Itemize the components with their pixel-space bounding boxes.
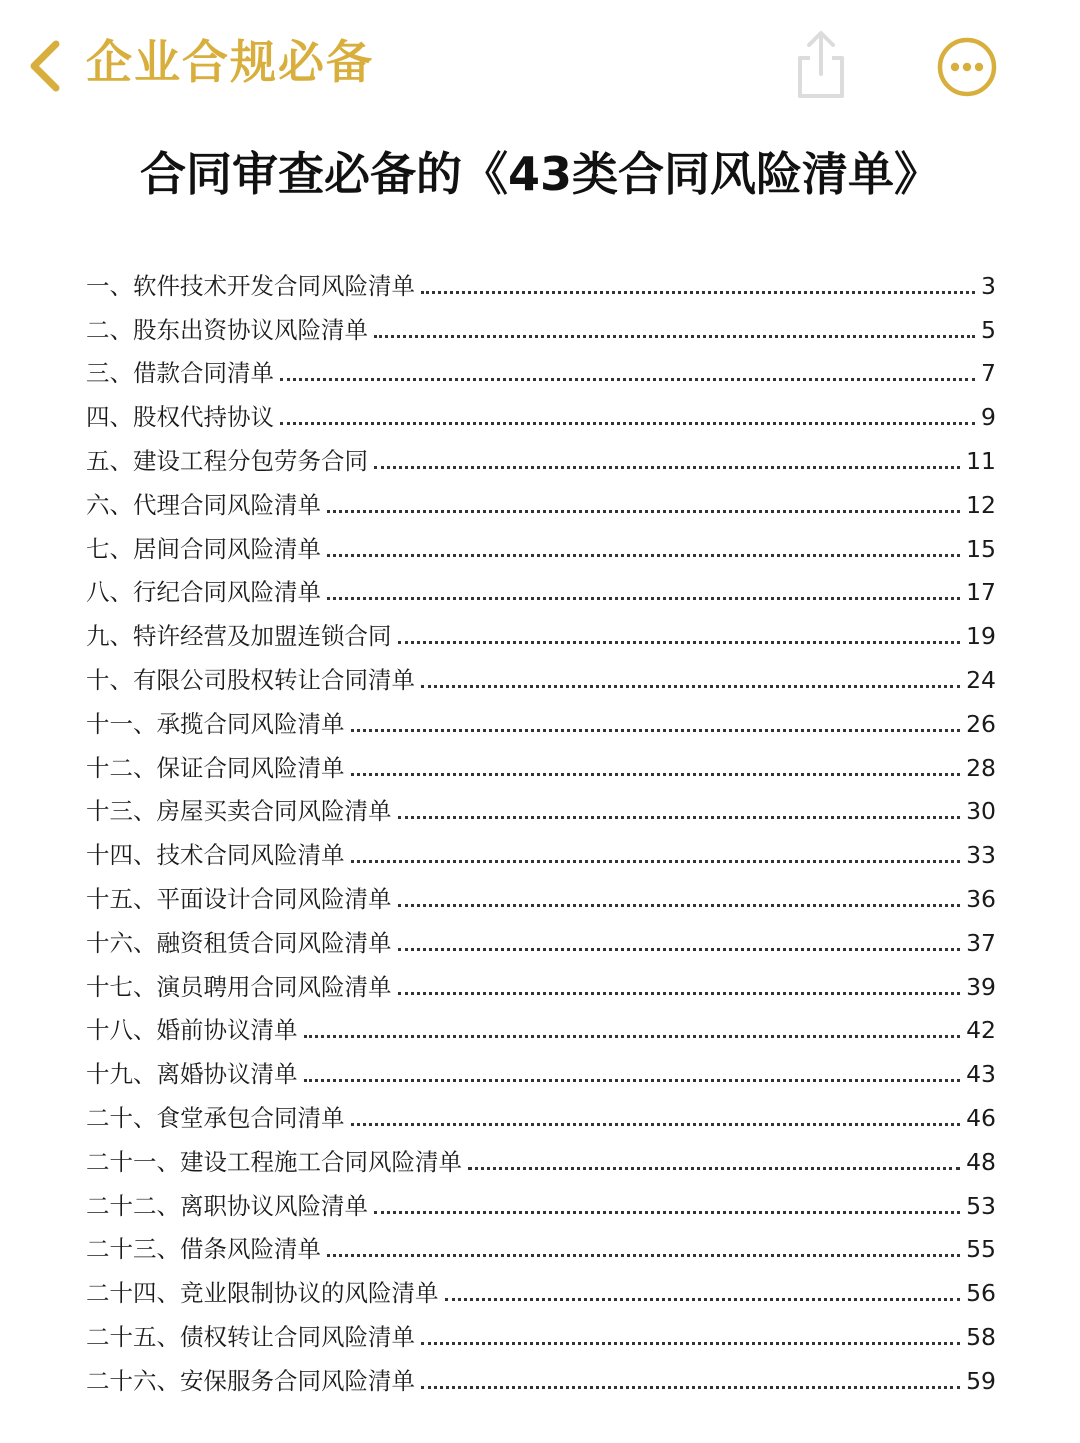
toc-item-page-number: 36 — [966, 884, 996, 913]
toc-item-label: 十五、平面设计合同风险清单 — [86, 884, 392, 913]
toc-dot-leader — [421, 291, 975, 294]
toc-item[interactable] — [86, 1007, 996, 1051]
back-button[interactable] — [22, 36, 70, 96]
toc-item-label: 十三、房屋买卖合同风险清单 — [86, 797, 392, 826]
toc-dot-leader — [351, 773, 961, 776]
toc-dot-leader — [421, 1386, 960, 1389]
toc-item[interactable] — [86, 963, 996, 1007]
toc-item-label: 十七、演员聘用合同风险清单 — [86, 972, 392, 1001]
toc-dot-leader — [327, 510, 960, 513]
toc-item-page-number: 55 — [966, 1235, 996, 1264]
toc-item-label: 二、股东出资协议风险清单 — [86, 315, 368, 344]
toc-dot-leader — [374, 1211, 960, 1214]
toc-dot-leader — [327, 1254, 960, 1257]
toc-item-page-number: 59 — [966, 1366, 996, 1395]
toc-item-label: 二十一、建设工程施工合同风险清单 — [86, 1147, 462, 1176]
toc-item-label: 五、建设工程分包劳务合同 — [86, 446, 368, 475]
toc-item-page-number: 5 — [981, 315, 996, 344]
toc-dot-leader — [280, 378, 975, 381]
toc-item[interactable] — [86, 1313, 996, 1357]
toc-dot-leader — [280, 422, 975, 425]
toc-item[interactable] — [86, 788, 996, 832]
toc-item-page-number: 24 — [966, 665, 996, 694]
toc-item-page-number: 33 — [966, 841, 996, 870]
document-title: 合同审查必备的《43类合同风险清单》 — [139, 147, 940, 201]
toc-dot-leader — [445, 1298, 961, 1301]
toc-item-page-number: 30 — [966, 797, 996, 826]
toc-dot-leader — [398, 904, 961, 907]
toc-item[interactable] — [86, 393, 996, 437]
toc-item-label: 二十五、债权转让合同风险清单 — [86, 1322, 415, 1351]
toc-item-label: 十四、技术合同风险清单 — [86, 841, 345, 870]
toc-item-page-number: 43 — [966, 1060, 996, 1089]
toc-item-page-number: 3 — [981, 271, 996, 300]
toc-item-label: 十一、承揽合同风险清单 — [86, 709, 345, 738]
toc-item-label: 九、特许经营及加盟连锁合同 — [86, 622, 392, 651]
toc-dot-leader — [421, 1342, 960, 1345]
toc-item-label: 四、股权代持协议 — [86, 403, 274, 432]
toc-item-page-number: 37 — [966, 928, 996, 957]
toc-item-page-number: 28 — [966, 753, 996, 782]
toc-dot-leader — [398, 641, 961, 644]
toc-item-label: 十、有限公司股权转让合同清单 — [86, 665, 415, 694]
toc-dot-leader — [304, 1079, 961, 1082]
toc-dot-leader — [374, 466, 960, 469]
toc-item-page-number: 26 — [966, 709, 996, 738]
toc-item-label: 六、代理合同风险清单 — [86, 490, 321, 519]
toc-item[interactable] — [86, 1182, 996, 1226]
toc-item[interactable] — [86, 875, 996, 919]
toc-dot-leader — [398, 948, 961, 951]
toc-dot-leader — [327, 597, 960, 600]
toc-item[interactable] — [86, 1050, 996, 1094]
share-icon — [790, 28, 852, 100]
toc-item-page-number: 19 — [966, 622, 996, 651]
toc-item[interactable] — [86, 350, 996, 394]
toc-item[interactable] — [86, 1226, 996, 1270]
toc-dot-leader — [398, 816, 961, 819]
toc-item-label: 二十四、竞业限制协议的风险清单 — [86, 1279, 439, 1308]
toc-item-label: 七、居间合同风险清单 — [86, 534, 321, 563]
toc-item[interactable] — [86, 1269, 996, 1313]
toc-item[interactable] — [86, 831, 996, 875]
toc-dot-leader — [421, 685, 960, 688]
nav-title: 企业合规必备 — [86, 35, 374, 89]
toc-item[interactable] — [86, 481, 996, 525]
toc-item[interactable] — [86, 525, 996, 569]
toc-dot-leader — [351, 860, 961, 863]
toc-item-label: 二十三、借条风险清单 — [86, 1235, 321, 1264]
toc-item-page-number: 9 — [981, 403, 996, 432]
toc-item[interactable] — [86, 744, 996, 788]
toc-item[interactable] — [86, 919, 996, 963]
toc-item-page-number: 46 — [966, 1103, 996, 1132]
toc-item[interactable] — [86, 700, 996, 744]
toc-dot-leader — [468, 1167, 960, 1170]
toc-item-page-number: 48 — [966, 1147, 996, 1176]
more-options-icon — [936, 36, 998, 98]
more-options-button[interactable] — [936, 36, 998, 98]
toc-item[interactable] — [86, 1094, 996, 1138]
toc-item-label: 八、行纪合同风险清单 — [86, 578, 321, 607]
toc-item[interactable] — [86, 262, 996, 306]
toc-dot-leader — [351, 1123, 961, 1126]
share-button[interactable] — [790, 28, 852, 100]
toc-item-label: 三、借款合同清单 — [86, 359, 274, 388]
toc-dot-leader — [398, 992, 961, 995]
toc-item[interactable] — [86, 656, 996, 700]
toc-dot-leader — [374, 335, 975, 338]
toc-item-page-number: 7 — [981, 359, 996, 388]
toc-item-page-number: 17 — [966, 578, 996, 607]
toc-item-page-number: 42 — [966, 1016, 996, 1045]
toc-item-label: 一、软件技术开发合同风险清单 — [86, 271, 415, 300]
toc-item-page-number: 53 — [966, 1191, 996, 1220]
toc-item-page-number: 15 — [966, 534, 996, 563]
toc-item[interactable] — [86, 1138, 996, 1182]
toc-item-label: 十九、离婚协议清单 — [86, 1060, 298, 1089]
table-of-contents — [86, 262, 996, 1401]
toc-item-label: 十六、融资租赁合同风险清单 — [86, 928, 392, 957]
toc-item[interactable] — [86, 569, 996, 613]
toc-item[interactable] — [86, 1357, 996, 1401]
toc-item-label: 十八、婚前协议清单 — [86, 1016, 298, 1045]
toc-item[interactable] — [86, 437, 996, 481]
toc-item[interactable] — [86, 612, 996, 656]
toc-item-label: 二十六、安保服务合同风险清单 — [86, 1366, 415, 1395]
toc-item-label: 二十、食堂承包合同清单 — [86, 1103, 345, 1132]
toc-item[interactable] — [86, 306, 996, 350]
toc-item-label: 二十二、离职协议风险清单 — [86, 1191, 368, 1220]
toc-item-page-number: 11 — [966, 446, 996, 475]
toc-dot-leader — [327, 554, 960, 557]
toc-item-page-number: 56 — [966, 1279, 996, 1308]
toc-item-page-number: 58 — [966, 1322, 996, 1351]
top-navigation-bar — [0, 0, 1080, 120]
toc-item-label: 十二、保证合同风险清单 — [86, 753, 345, 782]
chevron-left-icon — [22, 36, 70, 96]
toc-dot-leader — [304, 1035, 961, 1038]
toc-item-page-number: 39 — [966, 972, 996, 1001]
toc-dot-leader — [351, 729, 961, 732]
toc-item-page-number: 12 — [966, 490, 996, 519]
